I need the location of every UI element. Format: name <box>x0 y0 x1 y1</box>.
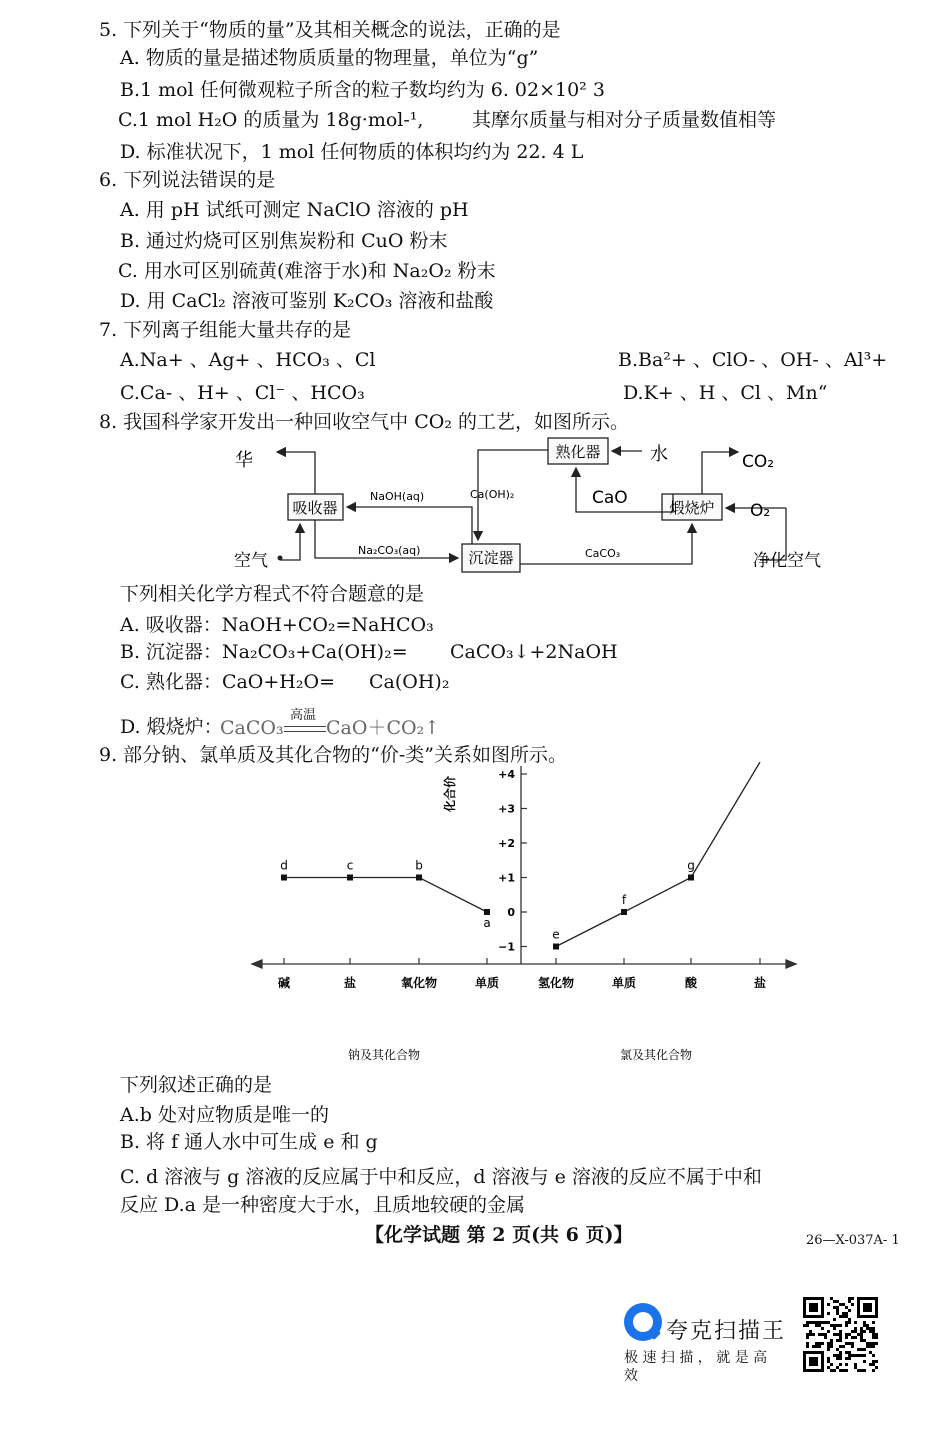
page-footer-title: 【化学试题 第 2 页(共 6 页)】 <box>365 1224 633 1246</box>
qr-module <box>875 1333 878 1336</box>
qr-module <box>839 1336 842 1339</box>
qr-finder <box>821 1297 824 1318</box>
qr-module <box>869 1351 872 1354</box>
qr-module <box>836 1306 839 1309</box>
qr-finder <box>803 1315 824 1318</box>
data-point <box>553 944 559 950</box>
qr-module <box>866 1345 869 1348</box>
qr-module <box>860 1333 863 1336</box>
y-tick-label: +1 <box>498 871 515 885</box>
d-equal-sign <box>284 726 326 732</box>
label-clean-air: 净化空气 <box>753 551 821 571</box>
scanner-logo-icon <box>624 1303 662 1341</box>
qr-module <box>821 1321 824 1324</box>
q7-option-c: C.Ca- 、H+ 、Cl⁻ 、HCO₃ <box>120 382 365 404</box>
qr-module <box>839 1303 842 1306</box>
q9-option-c: C. d 溶液与 g 溶液的反应属于中和反应，d 溶液与 e 溶液的反应不属于中和 <box>120 1166 762 1188</box>
qr-finder <box>809 1357 818 1366</box>
qr-module <box>839 1363 842 1366</box>
qr-module <box>836 1339 839 1342</box>
qr-finder <box>857 1297 878 1300</box>
qr-finder <box>875 1297 878 1318</box>
qr-finder <box>863 1303 872 1312</box>
data-point <box>281 875 287 881</box>
qr-module <box>827 1330 830 1333</box>
qr-module <box>842 1369 845 1372</box>
qr-module <box>860 1339 863 1342</box>
qr-module <box>818 1333 821 1336</box>
d-reactant: CaCO₃ <box>220 717 284 739</box>
qr-module <box>863 1339 866 1342</box>
qr-module <box>875 1342 878 1345</box>
data-point <box>484 909 490 915</box>
data-point <box>621 909 627 915</box>
qr-finder <box>857 1297 860 1318</box>
qr-module <box>839 1351 842 1354</box>
qr-module <box>848 1342 851 1345</box>
qr-module <box>833 1354 836 1357</box>
qr-module <box>872 1345 875 1348</box>
q6-option-c: C. 用水可区别硫黄(难溶于水)和 Na₂O₂ 粉末 <box>118 260 496 282</box>
qr-module <box>875 1366 878 1369</box>
qr-module <box>872 1333 875 1336</box>
qr-module <box>815 1321 818 1324</box>
caption-chlorine: 氯及其化合物 <box>619 1048 693 1062</box>
qr-module <box>830 1345 833 1348</box>
label-naoh: NaOH(aq) <box>370 490 425 503</box>
qr-module <box>851 1303 854 1306</box>
qr-module <box>827 1366 830 1369</box>
qr-module <box>863 1324 866 1327</box>
qr-module <box>845 1363 848 1366</box>
qr-module <box>839 1315 842 1318</box>
qr-module <box>824 1333 827 1336</box>
label-cao: CaO <box>592 488 628 508</box>
q9-question: 下列叙述正确的是 <box>120 1074 273 1096</box>
label-calciner: 煅烧炉 <box>669 499 715 517</box>
x-axis-right-arrow <box>786 960 796 968</box>
qr-module <box>851 1336 854 1339</box>
q9-stem: 9. 部分钠、氯单质及其化合物的“价-类”关系如图所示。 <box>99 744 568 766</box>
data-point <box>416 875 422 881</box>
qr-finder <box>803 1297 806 1318</box>
qr-module <box>860 1348 863 1351</box>
y-tick-label: +4 <box>498 768 515 781</box>
q8-question: 下列相关化学方程式不符合题意的是 <box>120 583 425 605</box>
label-air: 空气 <box>234 551 268 571</box>
qr-module <box>857 1348 860 1351</box>
q9-option-d: 反应 D.a 是一种密度大于水，且质地较硬的金属 <box>120 1194 526 1216</box>
qr-module <box>839 1354 842 1357</box>
qr-module <box>836 1357 839 1360</box>
x-tick-label: 氢化物 <box>537 976 575 990</box>
qr-module <box>845 1321 848 1324</box>
caption-sodium: 钠及其化合物 <box>347 1048 421 1062</box>
qr-finder <box>821 1351 824 1372</box>
q8-option-b-tail: CaCO₃↓+2NaOH <box>450 641 618 663</box>
qr-module <box>839 1339 842 1342</box>
qr-module <box>827 1312 830 1315</box>
qr-module <box>830 1342 833 1345</box>
data-point <box>347 875 353 881</box>
qr-module <box>830 1339 833 1342</box>
qr-module <box>839 1324 842 1327</box>
q7-stem: 7. 下列离子组能大量共存的是 <box>99 319 352 341</box>
q6-option-d: D. 用 CaCl₂ 溶液可鉴别 K₂CO₃ 溶液和盐酸 <box>120 290 494 312</box>
d-products: CaO＋CO₂↑ <box>326 717 441 739</box>
qr-module <box>863 1369 866 1372</box>
q5-option-d: D. 标准状况下，1 mol 任何物质的体积均约为 22. 4 L <box>120 141 584 163</box>
label-caoh2: Ca(OH)₂ <box>470 488 515 501</box>
label-slaker: 熟化器 <box>555 443 601 461</box>
qr-module <box>830 1324 833 1327</box>
qr-module <box>836 1333 839 1336</box>
q8-option-a: A. 吸收器：NaOH+CO₂=NaHCO₃ <box>120 614 434 636</box>
qr-module <box>827 1345 830 1348</box>
qr-finder <box>803 1297 824 1300</box>
qr-module <box>860 1336 863 1339</box>
qr-module <box>869 1342 872 1345</box>
q8-option-b: B. 沉淀器：Na₂CO₃+Ca(OH)₂= <box>120 641 408 663</box>
q5-option-c-tail: 其摩尔质量与相对分子质量数值相等 <box>472 109 777 131</box>
qr-module <box>854 1366 857 1369</box>
qr-finder <box>803 1351 806 1372</box>
qr-module <box>839 1369 842 1372</box>
qr-module <box>848 1318 851 1321</box>
qr-module <box>875 1336 878 1339</box>
qr-module <box>833 1369 836 1372</box>
qr-module <box>848 1333 851 1336</box>
qr-module <box>848 1300 851 1303</box>
label-co2: CO₂ <box>742 452 775 472</box>
point-label: c <box>346 858 354 873</box>
qr-module <box>815 1324 818 1327</box>
qr-module <box>860 1354 863 1357</box>
qr-module <box>818 1324 821 1327</box>
qr-module <box>860 1369 863 1372</box>
qr-module <box>854 1327 857 1330</box>
qr-module <box>833 1324 836 1327</box>
qr-module <box>809 1333 812 1336</box>
qr-module <box>848 1351 851 1354</box>
qr-module <box>830 1297 833 1300</box>
qr-module <box>851 1297 854 1300</box>
y-tick-label: 0 <box>507 906 515 919</box>
qr-module <box>812 1345 815 1348</box>
qr-module <box>836 1309 839 1312</box>
qr-module <box>854 1354 857 1357</box>
qr-module <box>815 1345 818 1348</box>
qr-module <box>872 1342 875 1345</box>
qr-module <box>851 1345 854 1348</box>
qr-module <box>863 1354 866 1357</box>
label-water: 水 <box>650 444 668 465</box>
qr-module <box>842 1303 845 1306</box>
qr-module <box>836 1324 839 1327</box>
x-tick-label: 盐 <box>343 976 357 990</box>
qr-module <box>830 1363 833 1366</box>
qr-module <box>869 1363 872 1366</box>
qr-module <box>872 1363 875 1366</box>
qr-module <box>845 1333 848 1336</box>
qr-module <box>866 1327 869 1330</box>
qr-module <box>836 1312 839 1315</box>
qr-finder <box>857 1315 878 1318</box>
qr-module <box>836 1348 839 1351</box>
label-na2co3: Na₂CO₃(aq) <box>358 544 421 557</box>
qr-module <box>872 1354 875 1357</box>
point-label: g <box>687 858 695 873</box>
x-tick-label: 盐 <box>753 976 767 990</box>
label-precipitator: 沉淀器 <box>468 549 514 567</box>
q7-option-a: A.Na+ 、Ag+ 、HCO₃ 、Cl <box>120 349 376 371</box>
label-absorber: 吸收器 <box>292 499 338 517</box>
qr-module <box>872 1360 875 1363</box>
qr-module <box>806 1333 809 1336</box>
qr-module <box>845 1342 848 1345</box>
qr-module <box>806 1321 809 1324</box>
qr-module <box>872 1330 875 1333</box>
qr-module <box>869 1330 872 1333</box>
y-tick-label: +2 <box>498 837 515 850</box>
qr-module <box>857 1354 860 1357</box>
series-line-1 <box>556 762 760 947</box>
qr-module <box>818 1321 821 1324</box>
qr-module <box>818 1342 821 1345</box>
q8-option-d: D. 煅烧炉： <box>120 716 223 738</box>
q5-option-a: A. 物质的量是描述物质质量的物理量，单位为“g” <box>120 47 539 69</box>
qr-module <box>854 1363 857 1366</box>
qr-module <box>839 1357 842 1360</box>
scanner-slogan: 极 速 扫 描 ， 就 是 高 <box>624 1350 768 1366</box>
qr-module <box>863 1321 866 1324</box>
qr-module <box>848 1357 851 1360</box>
qr-module <box>839 1330 842 1333</box>
qr-module <box>827 1357 830 1360</box>
qr-module <box>848 1297 851 1300</box>
qr-module <box>833 1306 836 1309</box>
qr-module <box>836 1300 839 1303</box>
qr-module <box>830 1369 833 1372</box>
q5-stem: 5. 下列关于“物质的量”及其相关概念的说法，正确的是 <box>99 19 561 41</box>
series-line-0 <box>284 878 487 913</box>
point-label: b <box>415 858 423 873</box>
qr-module <box>866 1324 869 1327</box>
qr-module <box>812 1321 815 1324</box>
qr-module <box>818 1345 821 1348</box>
y-tick-label: −1 <box>498 940 515 954</box>
qr-module <box>863 1348 866 1351</box>
qr-module <box>851 1342 854 1345</box>
point-label: e <box>552 927 560 942</box>
qr-module <box>827 1321 830 1324</box>
qr-module <box>809 1330 812 1333</box>
qr-module <box>845 1351 848 1354</box>
d-condition: 高温 <box>290 708 317 723</box>
q8-stem: 8. 我国科学家开发出一种回收空气中 CO₂ 的工艺，如图所示。 <box>99 411 629 433</box>
qr-finder <box>803 1351 824 1354</box>
point-label: d <box>280 858 288 873</box>
qr-module <box>845 1324 848 1327</box>
q7-option-b: B.Ba²+ 、ClO- 、OH- 、Al³+ <box>618 349 888 371</box>
qr-module <box>848 1309 851 1312</box>
page-code: 26—X-037A- 1 <box>806 1233 900 1248</box>
q6-stem: 6. 下列说法错误的是 <box>99 169 276 191</box>
qr-module <box>806 1342 809 1345</box>
qr-module <box>863 1330 866 1333</box>
qr-module <box>821 1327 824 1330</box>
qr-module <box>857 1369 860 1372</box>
qr-module <box>872 1336 875 1339</box>
qr-module <box>833 1327 836 1330</box>
qr-module <box>842 1315 845 1318</box>
qr-module <box>833 1300 836 1303</box>
qr-module <box>839 1333 842 1336</box>
qr-module <box>845 1369 848 1372</box>
qr-module <box>824 1336 827 1339</box>
qr-module <box>845 1357 848 1360</box>
qr-module <box>860 1327 863 1330</box>
data-point <box>688 875 694 881</box>
qr-module <box>824 1321 827 1324</box>
qr-module <box>827 1348 830 1351</box>
qr-module <box>806 1336 809 1339</box>
qr-module <box>869 1327 872 1330</box>
q6-option-a: A. 用 pH 试纸可测定 NaClO 溶液的 pH <box>120 199 469 221</box>
qr-module <box>848 1354 851 1357</box>
qr-module <box>851 1354 854 1357</box>
qr-module <box>809 1321 812 1324</box>
qr-module <box>842 1345 845 1348</box>
y-axis-label: 化合价 <box>443 775 457 812</box>
q7-option-d: D.K+ 、H 、Cl 、Mn“ <box>623 382 828 404</box>
qr-module <box>839 1345 842 1348</box>
y-tick-label: +3 <box>498 802 515 816</box>
qr-code <box>803 1297 878 1372</box>
qr-module <box>821 1333 824 1336</box>
label-caco3: CaCO₃ <box>585 547 621 560</box>
qr-module <box>806 1345 809 1348</box>
qr-module <box>854 1336 857 1339</box>
q9-option-a: A.b 处对应物质是唯一的 <box>120 1104 329 1126</box>
x-tick-label: 酸 <box>684 976 698 990</box>
x-tick-label: 氧化物 <box>400 976 438 990</box>
qr-module <box>854 1330 857 1333</box>
qr-module <box>845 1312 848 1315</box>
qr-module <box>827 1342 830 1345</box>
qr-module <box>842 1312 845 1315</box>
qr-module <box>851 1330 854 1333</box>
qr-module <box>863 1360 866 1363</box>
qr-module <box>872 1321 875 1324</box>
valence-class-chart <box>244 762 804 1070</box>
q5-option-c: C.1 mol H₂O 的质量为 18g·mol-¹, <box>118 109 424 131</box>
point-label: a <box>483 916 491 930</box>
q9-option-b: B. 将 f 通人水中可生成 e 和 g <box>120 1131 378 1153</box>
qr-module <box>815 1342 818 1345</box>
qr-module <box>833 1318 836 1321</box>
point-label: f <box>621 893 627 907</box>
q6-option-b: B. 通过灼烧可区别焦炭粉和 CuO 粉末 <box>120 230 448 252</box>
q8-option-c-tail: Ca(OH)₂ <box>369 671 450 693</box>
qr-module <box>869 1345 872 1348</box>
qr-module <box>848 1321 851 1324</box>
qr-module <box>803 1324 806 1327</box>
qr-module <box>845 1306 848 1309</box>
qr-module <box>827 1303 830 1306</box>
qr-module <box>875 1360 878 1363</box>
x-tick-label: 单质 <box>474 976 500 990</box>
qr-module <box>836 1354 839 1357</box>
scanner-slogan-tail: 效 <box>624 1368 638 1384</box>
qr-module <box>857 1333 860 1336</box>
q5-option-b: B.1 mol 任何微观粒子所含的粒子数均约为 6. 02×10² 3 <box>120 79 605 101</box>
qr-module <box>860 1330 863 1333</box>
qr-module <box>872 1327 875 1330</box>
qr-module <box>827 1360 830 1363</box>
qr-module <box>845 1315 848 1318</box>
qr-module <box>845 1336 848 1339</box>
qr-module <box>833 1333 836 1336</box>
qr-module <box>854 1321 857 1324</box>
x-tick-label: 碱 <box>277 976 291 990</box>
co2-process-diagram <box>230 432 830 580</box>
qr-module <box>812 1333 815 1336</box>
qr-finder <box>809 1303 818 1312</box>
qr-finder <box>803 1369 824 1372</box>
scanner-name: 夸克扫描王 <box>666 1319 787 1344</box>
x-tick-label: 单质 <box>611 976 637 990</box>
label-hua: 华 <box>235 450 253 471</box>
label-o2: O₂ <box>750 501 771 521</box>
q8-option-c: C. 熟化器：CaO+H₂O= <box>120 671 335 693</box>
qr-module <box>872 1369 875 1372</box>
qr-module <box>821 1342 824 1345</box>
x-axis-left-arrow <box>252 960 262 968</box>
qr-module <box>806 1324 809 1327</box>
qr-module <box>866 1342 869 1345</box>
qr-module <box>836 1366 839 1369</box>
